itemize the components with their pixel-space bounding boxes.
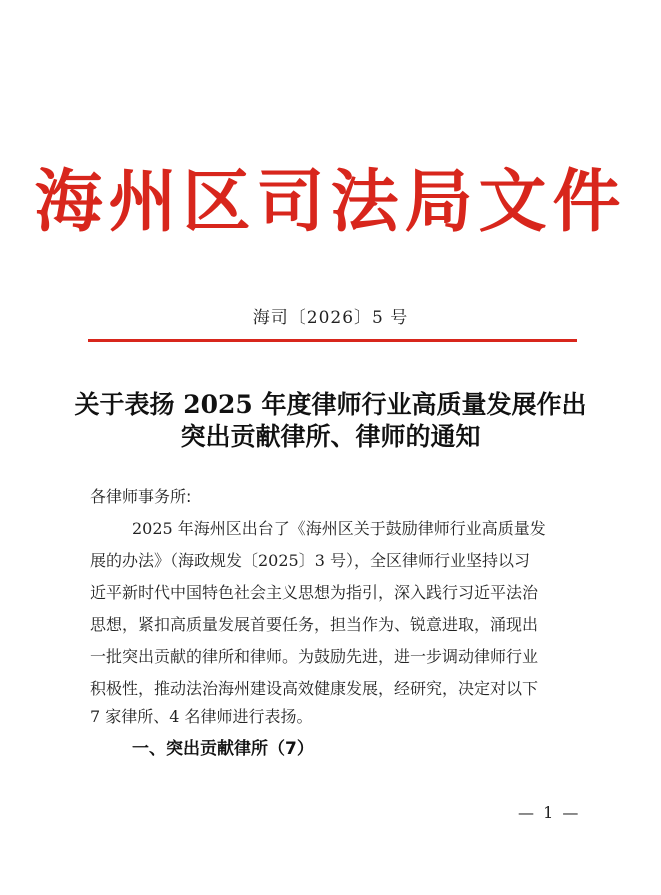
document-masthead: 海州区司法局文件 bbox=[34, 162, 627, 242]
salutation: 各律师事务所: bbox=[90, 487, 192, 506]
document-number: 海司〔2026〕5 号 bbox=[252, 308, 409, 328]
section-heading: 一、突出贡献律所（7） bbox=[132, 739, 314, 759]
document-title-line-1: 关于表扬 2025 年度律师行业高质量发展作出 bbox=[74, 390, 587, 419]
body-paragraph-line: 一批突出贡献的律所和律师。为鼓励先进，进一步调动律师行业 bbox=[90, 647, 539, 666]
body-paragraph-line: 2025 年海州区出台了《海州区关于鼓励律师行业高质量发 bbox=[132, 519, 546, 538]
body-paragraph-line: 7 家律所、4 名律师进行表扬。 bbox=[90, 707, 313, 726]
body-paragraph-line: 思想，紧扣高质量发展首要任务，担当作为、锐意进取，涌现出 bbox=[90, 615, 539, 634]
body-paragraph-line: 展的办法》（海政规发〔2025〕3 号），全区律师行业坚持以习 bbox=[90, 551, 530, 570]
body-paragraph-line: 近平新时代中国特色社会主义思想为指引，深入践行习近平法治 bbox=[90, 583, 539, 602]
page-number: — 1 — bbox=[518, 803, 581, 822]
document-title-line-2: 突出贡献律所、律师的通知 bbox=[180, 422, 481, 451]
body-paragraph-line: 积极性，推动法治海州建设高效健康发展，经研究，决定对以下 bbox=[90, 679, 539, 698]
red-separator-line bbox=[88, 339, 577, 342]
